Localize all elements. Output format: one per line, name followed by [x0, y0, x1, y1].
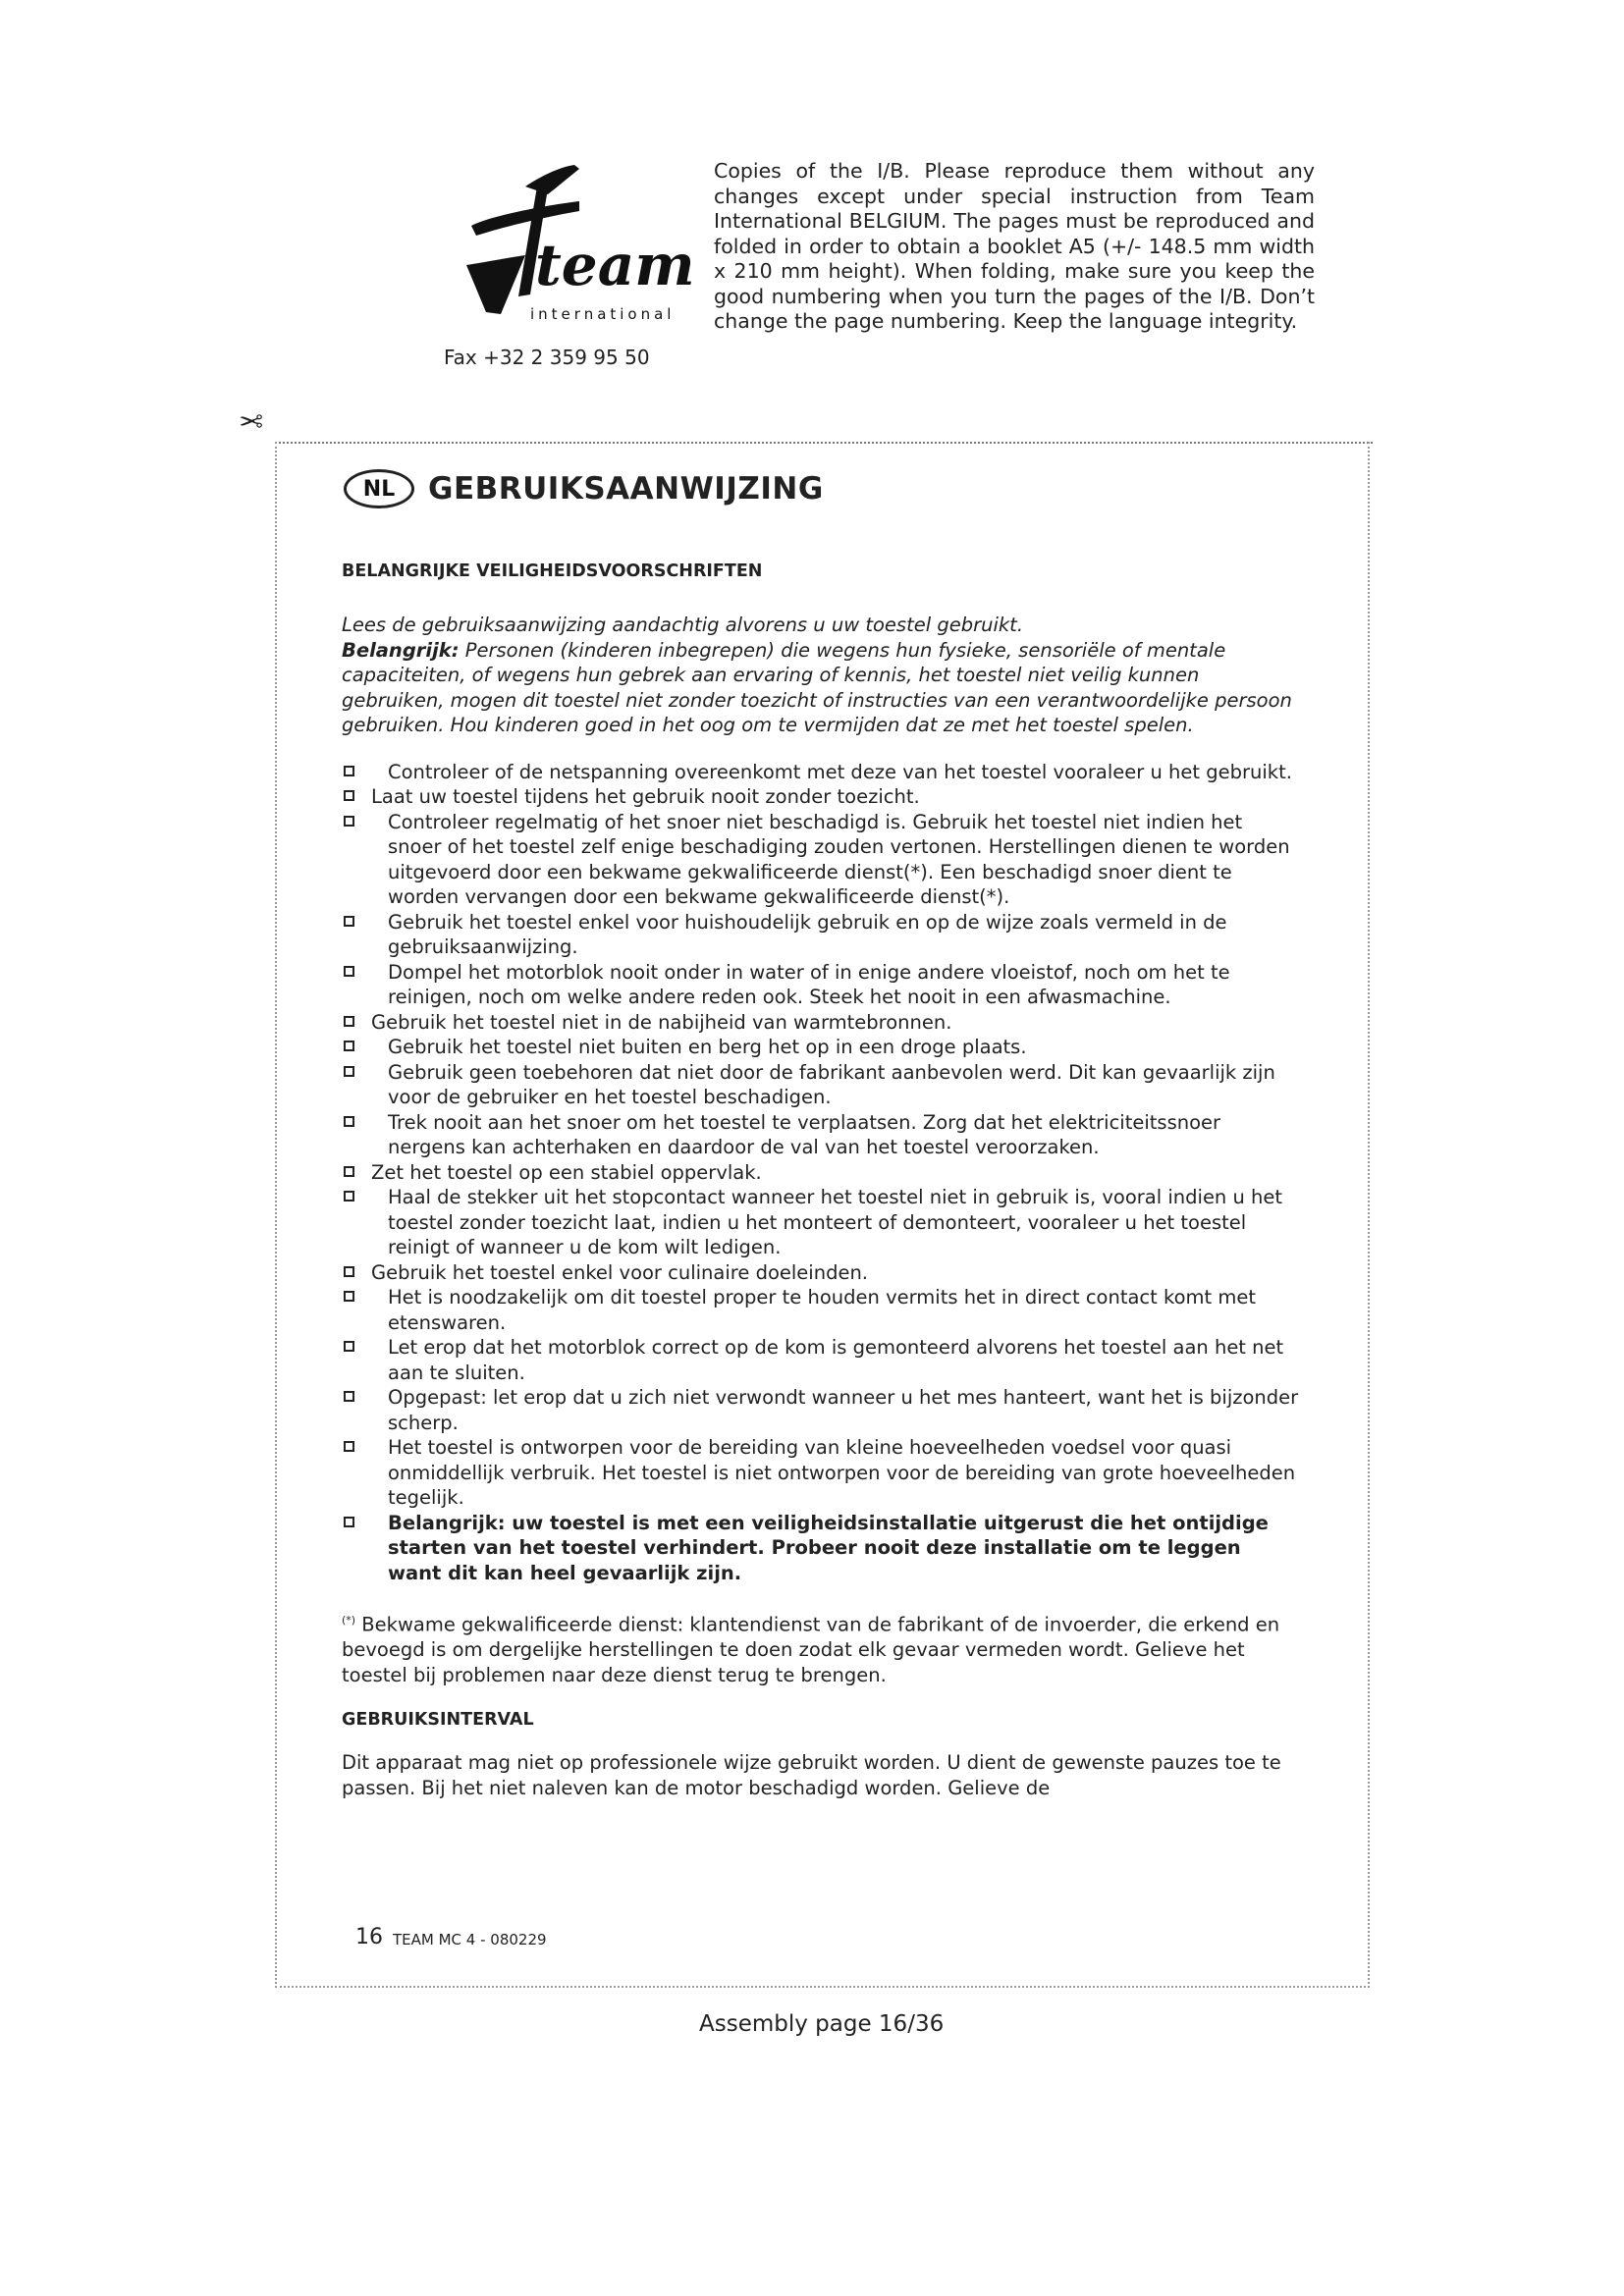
checkbox-icon: [344, 816, 354, 827]
checkbox-icon: [344, 966, 354, 977]
list-item: Let erop dat het motorblok correct op de kom is gemonteerd alvorens het toestel aan het net aan te sluiten.: [342, 1335, 1299, 1385]
copies-instructions: Copies of the I/B. Please reproduce them without any changes except under special instruction from Team International BELGIUM. The pages must be reproduced and folded in order to obtain a booklet A5 (+/- 148.5 mm width x 210 mm height). When folding, make sure you keep the good numbering when you turn the pages of the I/B. Don’t change the page numbering. Keep the language integrity.: [714, 159, 1315, 333]
footnote: [342, 1608, 1299, 1687]
manual-content: [342, 560, 1299, 1800]
checkbox-icon: [344, 1016, 354, 1027]
intro-line: Lees de gebruiksaanwijzing aandachtig alvorens u uw toestel gebruikt.: [342, 614, 1024, 636]
checkbox-icon: [344, 766, 354, 776]
assembly-page: Assembly page 16/36: [699, 2011, 945, 2037]
list-item: Gebruik het toestel niet buiten en berg het op in een droge plaats.: [342, 1035, 1299, 1060]
checkbox-icon: [344, 1166, 354, 1177]
model-code: TEAM MC 4 - 080229: [393, 1931, 547, 1949]
svg-text:international: international: [530, 305, 676, 323]
list-item: Gebruik het toestel niet in de nabijheid van warmtebronnen.: [342, 1010, 1299, 1036]
fax-number: Fax +32 2 359 95 50: [444, 346, 650, 369]
list-item: Haal de stekker uit het stopcontact wanneer het toestel niet in gebruik is, vooral indien u het toestel zonder toezicht laat, indien u het monteert of demonteert, vooraleer u het toestel reinigt of wanneer u de kom wilt ledigen.: [342, 1185, 1299, 1260]
checkbox-icon: [344, 1291, 354, 1302]
list-item: Opgepast: let erop dat u zich niet verwondt wanneer u het mes hanteert, want het is bijzonder scherp.: [342, 1385, 1299, 1435]
checkbox-icon: [344, 1517, 354, 1527]
safety-intro: [342, 613, 1299, 738]
checkbox-icon: [344, 1191, 354, 1201]
svg-text:team: team: [535, 232, 695, 298]
checkbox-icon: [344, 916, 354, 927]
checkbox-icon: [344, 1041, 354, 1051]
team-international-logo: [432, 147, 695, 334]
list-item: Het toestel is ontworpen voor de bereiding van kleine hoeveelheden voedsel voor quasi onmiddellijk verbruik. Het toestel is niet ontworpen voor de bereiding van grote hoeveelheden tegelijk.: [342, 1435, 1299, 1511]
scissors-icon: ✂: [239, 402, 264, 437]
important-text: Personen (kinderen inbegrepen) die wegens hun fysieke, sensoriële of mentale capaciteiten, of wegens hun gebrek aan ervaring of kennis, het toestel niet veilig kunnen gebruiken, mogen dit toestel niet zonder toezicht of instructies van een verantwoordelijke persoon gebruiken. Hou kinderen goed in het oog om te vermijden dat ze met het toestel spelen.: [342, 638, 1292, 736]
list-item: Gebruik het toestel enkel voor culinaire doeleinden.: [342, 1260, 1299, 1286]
safety-rules-list: [342, 760, 1299, 1586]
checkbox-icon: [344, 790, 354, 801]
checkbox-icon: [344, 1441, 354, 1452]
list-item: Het is noodzakelijk om dit toestel proper te houden vermits het in direct contact komt met etenswaren.: [342, 1285, 1299, 1335]
list-item: Dompel het motorblok nooit onder in water of in enige andere vloeistof, noch om het te reinigen, noch om welke andere reden ook. Steek het nooit in een afwasmachine.: [342, 960, 1299, 1010]
list-item: Controleer of de netspanning overeenkomt met deze van het toestel vooraleer u het gebruikt.: [342, 760, 1299, 785]
footnote-text: Bekwame gekwalificeerde dienst: klantendienst van de fabrikant of de invoerder, die erkend en bevoegd is om dergelijke herstellingen te doen zodat elk gevaar vermeden wordt. Gelieve het toestel bij problemen naar deze dienst terug te brengen.: [342, 1613, 1280, 1686]
footnote-mark: (*): [342, 1614, 356, 1627]
list-item: Belangrijk: uw toestel is met een veiligheidsinstallatie uitgerust die het ontijdige starten van het toestel verhindert. Probeer nooit deze installatie om te leggen want dit kan heel gevaarlijk zijn.: [342, 1511, 1299, 1586]
interval-heading: GEBRUIKSINTERVAL: [342, 1710, 534, 1730]
important-label: Belangrijk:: [342, 638, 460, 662]
language-badge: NL: [344, 469, 414, 508]
list-item: Controleer regelmatig of het snoer niet beschadigd is. Gebruik het toestel niet indien het snoer of het toestel zelf enige beschadiging zouden vertonen. Herstellingen dienen te worden uitgevoerd door een bekwame gekwalificeerde dienst(*). Een beschadigd snoer dient te worden vervangen door een bekwame gekwalificeerde dienst(*).: [342, 810, 1299, 910]
list-item: Gebruik het toestel enkel voor huishoudelijk gebruik en op de wijze zoals vermeld in de gebruiksaanwijzing.: [342, 910, 1299, 960]
checkbox-icon: [344, 1116, 354, 1127]
page-number: 16: [355, 1925, 383, 1949]
checkbox-icon: [344, 1066, 354, 1077]
list-item: Trek nooit aan het snoer om het toestel te verplaatsen. Zorg dat het elektriciteitssnoer nergens kan achterhaken en daardoor de val van het toestel veroorzaken.: [342, 1110, 1299, 1160]
safety-heading: BELANGRIJKE VEILIGHEIDSVOORSCHRIFTEN: [342, 561, 763, 581]
checkbox-icon: [344, 1266, 354, 1277]
list-item: Laat uw toestel tijdens het gebruik nooit zonder toezicht.: [342, 784, 1299, 810]
important-notice: [342, 638, 1299, 738]
checkbox-icon: [344, 1341, 354, 1352]
checkbox-icon: [344, 1391, 354, 1402]
page-title: GEBRUIKSAANWIJZING: [428, 471, 824, 507]
interval-text: Dit apparaat mag niet op professionele wijze gebruikt worden. U dient de gewenste pauzes toe te passen. Bij het niet naleven kan de motor beschadigd worden. Gelieve de: [342, 1751, 1281, 1799]
list-item: Zet het toestel op een stabiel oppervlak.: [342, 1160, 1299, 1186]
list-item: Gebruik geen toebehoren dat niet door de fabrikant aanbevolen werd. Dit kan gevaarlijk zijn voor de gebruiker en het toestel beschadigen.: [342, 1060, 1299, 1110]
